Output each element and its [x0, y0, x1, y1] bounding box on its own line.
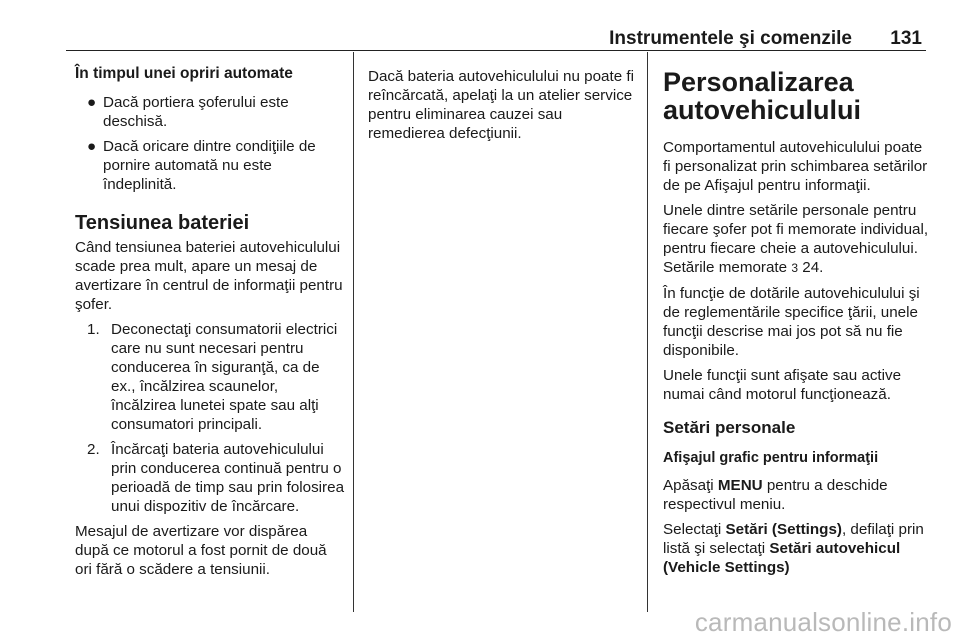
column-right [663, 66, 929, 583]
page-header [66, 26, 926, 51]
heading-graphic-display: Afişajul grafic pentru informaţii [663, 450, 879, 466]
heading-battery: Tensiunea bateriei [75, 212, 250, 234]
step-item [75, 440, 345, 516]
heading-personalization: Personalizarea autovehiculului [663, 67, 862, 125]
column-divider-1 [353, 52, 354, 612]
battery-outro: Mesajul de avertizare vor dispărea după ce motorul a fost pornit de două ori fără o scădere a tensiunii. [75, 523, 327, 578]
battery-service-text: Dacă bateria autovehiculului nu poate fi reîncărcată, apelaţi la un atelier service pentru eliminarea cauzei sau remedierea defecţiunii. [368, 68, 634, 142]
step-number: 2. [87, 441, 100, 458]
battery-intro: Când tensiunea bateriei autovehiculului scade prea mult, apare un mesaj de avertizare în centrul de informaţii pentru şofer. [75, 239, 343, 313]
bullet-text: Dacă portiera şoferului este deschisă. [103, 94, 289, 130]
menu-key: MENU [717, 477, 763, 494]
watermark: carmanualsonline.info [694, 607, 952, 637]
page-ref-link[interactable]: 24. [802, 259, 824, 276]
p2-text: Unele dintre setările personale pentru fiecare şofer pot fi memorate individual, pentru fiecare cheie a autovehiculului. Setările memorate [663, 202, 929, 276]
p6-c: , defilaţi prin listă şi selectaţi [663, 521, 924, 557]
battery-steps [75, 320, 345, 516]
personalization-p6 [663, 520, 929, 577]
personalization-p1: Comportamentul autovehiculului poate fi personalizat prin schimbarea setărilor de pe Afişajul pentru informaţii. [663, 139, 928, 194]
column-divider-2 [647, 52, 648, 612]
bullet-item [75, 137, 345, 194]
heading-auto-stop: În timpul unei opriri automate [75, 65, 293, 82]
p5-a: Apăsaţi [663, 477, 714, 494]
personalization-p5 [663, 476, 929, 514]
page-number: 131 [890, 28, 922, 49]
settings-menu-item: Setări (Settings) [725, 521, 842, 538]
personalization-p3: În funcţie de dotările autovehiculului şi de reglementările specifice ţării, unele funcţii descrise mai jos pot să nu fie disponibile. [663, 285, 920, 359]
bullet-item [75, 93, 345, 131]
bullet-dot: ● [87, 94, 97, 111]
step-number: 1. [87, 321, 100, 338]
personalization-p2 [663, 201, 929, 278]
column-left [75, 64, 345, 585]
step-text: Deconectaţi consumatorii electrici care nu sunt necesari pentru conducerea în siguranţă, ca de ex., încălzirea scaunelor, încălzirea lunetei spate sau alţi consumatori principali. [111, 321, 338, 433]
bullet-dot: ● [87, 138, 97, 155]
page-ref-icon: 3 [791, 261, 799, 275]
step-text: Încărcaţi bateria autovehiculului prin conducerea continuă pentru o perioadă de timp sau prin folosirea unui dispozitiv de încărcare. [111, 441, 345, 515]
vehicle-settings-menu-item: Setări autovehicul (Vehicle Settings) [663, 540, 901, 576]
p5-c: pentru a deschide respectivul meniu. [663, 477, 888, 513]
header-title: Instrumentele şi comenzile [609, 28, 852, 49]
column-middle [368, 67, 638, 149]
bullet-text: Dacă oricare dintre condiţiile de pornire automată nu este îndeplinită. [103, 138, 316, 193]
p6-a: Selectaţi [663, 521, 722, 538]
heading-personal-settings: Setări personale [663, 418, 796, 437]
personalization-p4: Unele funcţii sunt afişate sau active numai când motorul funcţionează. [663, 367, 902, 403]
auto-stop-bullets [75, 93, 345, 194]
step-item [75, 320, 345, 434]
